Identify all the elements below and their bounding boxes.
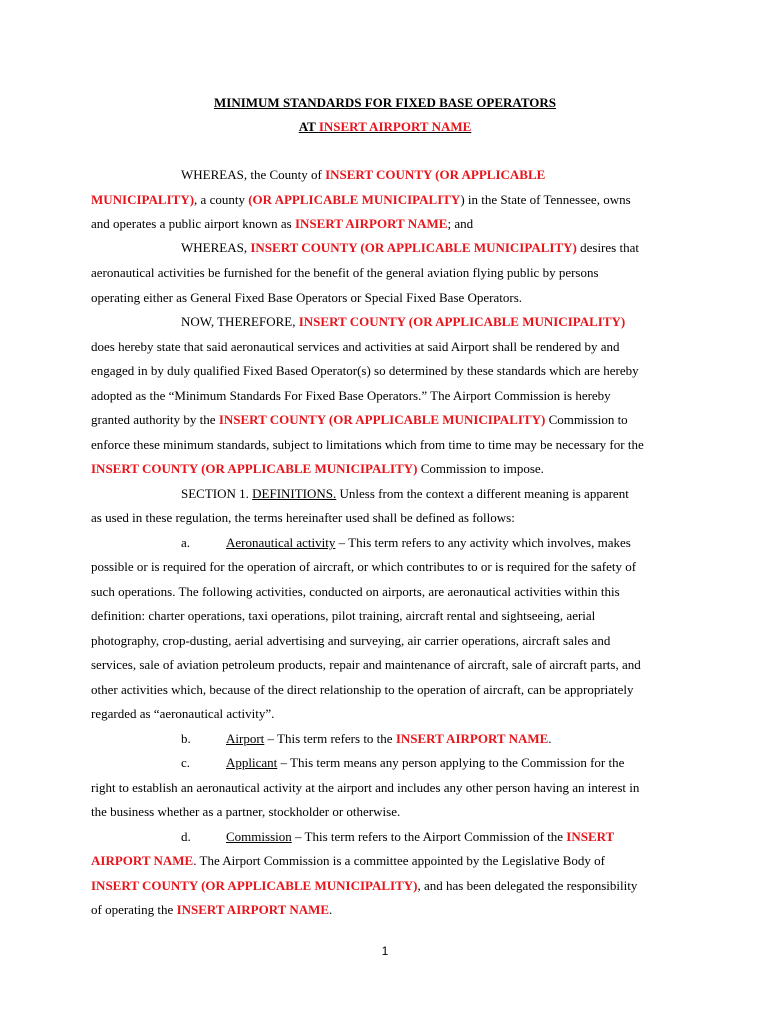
text: Commission to impose. [417,461,544,476]
text: . [329,902,333,917]
text-line [181,535,631,551]
text-line [91,853,605,869]
text-line: the business whether as a partner, stockholder or otherwise. [91,804,401,819]
text: desires that [576,240,639,255]
text: granted authority by the [91,412,219,427]
text-line: engaged in by duly qualified Fixed Based Operator(s) so determined by these standards which are hereby [91,363,639,378]
list-letter: c. [181,755,191,770]
placeholder-county: INSERT COUNTY (OR APPLICABLE MUNICIPALITY) [91,461,418,476]
text: – This term means any person applying to the Commission for the [277,755,625,770]
text-line [91,412,628,428]
placeholder-county: INSERT COUNTY (OR APPLICABLE MUNICIPALITY) [250,240,577,255]
list-letter: a. [181,535,191,550]
text: . The Airport Commission is a committee appointed by the Legislative Body of [193,853,605,868]
text-line: services, sale of aviation petroleum products, repair and maintenance of aircraft, sale of aircraft parts, and [91,657,641,672]
text: – This term refers to the [264,731,396,746]
text: – This term refers to any activity which involves, makes [335,535,631,550]
text-line: enforce these minimum standards, subject to limitations which from time to time may be necessary for the [91,437,644,452]
text-line: as used in these regulation, the terms hereinafter used shall be defined as follows: [91,510,515,525]
placeholder-airport: INSERT AIRPORT NAME [395,731,549,746]
text-line [91,192,631,208]
text-line: adopted as the “Minimum Standards For Fixed Base Operators.” The Airport Commission is hereby [91,388,611,403]
placeholder-municipality: MUNICIPALITY) [91,192,195,207]
text: WHEREAS, the County of [181,167,326,182]
text: and operates a public airport known as [91,216,295,231]
text-line [91,902,332,918]
text-line [181,314,625,330]
defined-term: Airport [226,731,265,746]
placeholder-airport: INSERT [566,829,615,844]
title-line-2 [0,119,770,135]
text-line: operating either as General Fixed Base Operators or Special Fixed Base Operators. [91,290,523,305]
text-line [181,829,614,845]
text-line: does hereby state that said aeronautical services and activities at said Airport shall be rendered by and [91,339,620,354]
text: ) in the State of Tennessee, owns [460,192,631,207]
text-line [91,461,544,477]
text: , and has been delegated the responsibility [417,878,638,893]
text-line: regarded as “aeronautical activity”. [91,706,275,721]
text-line: aeronautical activities be furnished for the benefit of the general aviation flying public by persons [91,265,599,280]
list-letter: d. [181,829,191,844]
defined-term: Commission [226,829,292,844]
placeholder-airport: INSERT AIRPORT NAME [294,216,448,231]
title-airport-name: INSERT AIRPORT NAME [318,119,472,134]
text: NOW, THEREFORE, [181,314,299,329]
text-line: right to establish an aeronautical activity at the airport and includes any other person having an interest in [91,780,640,795]
text: Commission to [545,412,628,427]
defined-term: Aeronautical activity [226,535,336,550]
placeholder-county: INSERT COUNTY (OR APPLICABLE MUNICIPALITY) [91,878,418,893]
page-number: 1 [381,944,389,958]
placeholder-airport: AIRPORT NAME [91,853,194,868]
placeholder-airport: INSERT AIRPORT NAME [176,902,330,917]
text: ; and [447,216,474,231]
placeholder-municipality: (OR APPLICABLE MUNICIPALITY [248,192,461,207]
title-prefix: AT [298,119,319,134]
placeholder-county: INSERT COUNTY (OR APPLICABLE MUNICIPALITY) [298,314,626,329]
text-line [181,755,624,771]
text-line: photography, crop-dusting, aerial advertising and surveying, air carrier operations, aircraft sales and [91,633,611,648]
text: Unless from the context a different meaning is apparent [336,486,629,501]
text: SECTION 1. [181,486,253,501]
defined-term: Applicant [226,755,278,770]
text-line [181,167,545,183]
text-line [91,216,473,232]
text-line: such operations. The following activities, conducted on airports, are aeronautical activities within this [91,584,620,599]
text-line [181,486,629,502]
text-line [181,240,639,256]
placeholder-county: INSERT COUNTY (OR APPLICABLE MUNICIPALITY) [218,412,546,427]
text-line [91,878,637,894]
text: , a county [194,192,249,207]
list-letter: b. [181,731,191,746]
section-heading: DEFINITIONS. [252,486,337,501]
text: . [548,731,552,746]
text-line: other activities which, because of the direct relationship to the operation of aircraft, can be appropriately [91,682,634,697]
text-line: definition: charter operations, taxi operations, pilot training, aircraft rental and sightseeing, aerial [91,608,596,623]
placeholder-county: INSERT COUNTY (OR APPLICABLE [325,167,546,182]
text-line: possible or is required for the operation of aircraft, or which contributes to or is required for the safety of [91,559,637,574]
text: of operating the [91,902,177,917]
text: – This term refers to the Airport Commission of the [291,829,567,844]
text-line [181,731,552,747]
text: WHEREAS, [181,240,251,255]
title-line-1: MINIMUM STANDARDS FOR FIXED BASE OPERATORS [214,95,556,110]
